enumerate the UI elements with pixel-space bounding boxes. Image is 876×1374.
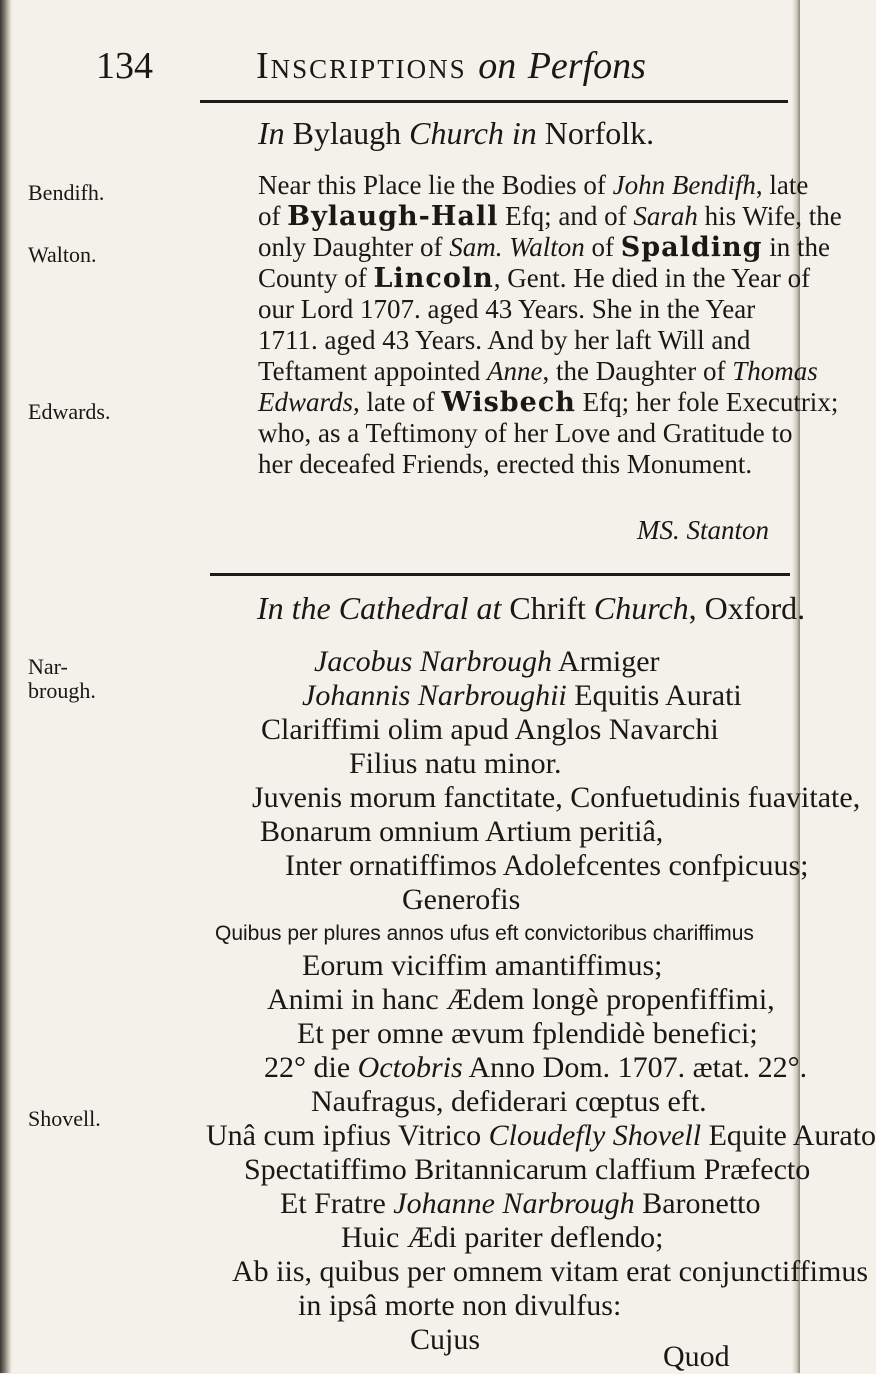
latin-line: Animi in hanc Ædem longè propenfiffimi,: [267, 983, 775, 1016]
section2-heading: [257, 590, 805, 627]
margin-note-bendish: Bendifh.: [28, 180, 105, 205]
page-number: 134: [96, 45, 153, 87]
title-on: on: [478, 45, 517, 87]
latin-line: Et Fratre Johanne Narbrough Baronetto: [280, 1187, 761, 1220]
running-header: [96, 44, 786, 94]
margin-note-shovell: Shovell.: [28, 1106, 101, 1131]
latin-line: in ipsâ morte non divulfus:: [298, 1289, 622, 1322]
inscription-line: who, as a Teftimony of her Love and Gratitude to: [258, 418, 793, 448]
section-rule: [210, 573, 790, 576]
inscription-line: only Daughter of Sam. Walton of Spalding in the: [258, 232, 830, 263]
binding-edge: [0, 0, 12, 1373]
latin-line: Cujus: [410, 1323, 481, 1356]
title-persons: Perfons: [527, 45, 646, 87]
inscription-line: County of Lincoln, Gent. He died in the Year of: [258, 263, 811, 294]
section1-heading: [258, 115, 654, 152]
margin-brough: brough.: [28, 678, 96, 703]
heading-church: Church: [593, 590, 689, 626]
latin-line: 22° die Octobris Anno Dom. 1707. ætat. 22°.: [264, 1051, 808, 1084]
heading-pre: In: [258, 115, 285, 151]
heading-pre: In the Cathedral at: [257, 590, 502, 626]
latin-line: Johannis Narbroughii Equitis Aurati: [302, 679, 742, 712]
latin-line: Et per omne ævum fplendidè benefici;: [297, 1017, 758, 1050]
latin-line: Unâ cum ipfius Vitrico Cloudefly Shovell Equite Aurato: [206, 1119, 876, 1152]
latin-line: Quibus per plures annos ufus eft convictoribus chariffimus: [215, 922, 754, 945]
latin-line: Bonarum omnium Artium peritiâ,: [260, 815, 664, 848]
margin-nar: Nar-: [28, 654, 68, 679]
inscription-line: Teftament appointed Anne, the Daughter of Thomas: [258, 356, 818, 386]
latin-line: Huic Ædi pariter deflendo;: [341, 1221, 664, 1254]
heading-county: Norfolk.: [544, 115, 655, 151]
margin-note-narbrough: [28, 655, 96, 703]
heading-oxford: , Oxford.: [688, 590, 806, 626]
margin-note-walton: Walton.: [28, 242, 97, 267]
inscription-line: of Bylaugh-Hall Efq; and of Sarah his Wife, the: [258, 201, 842, 232]
latin-line: Ab iis, quibus per omnem vitam erat conjunctiffimus: [232, 1255, 869, 1288]
margin-note-edwards: Edwards.: [28, 399, 111, 424]
title-main: Inscriptions: [256, 45, 467, 87]
inscription-line: our Lord 1707. aged 43 Years. She in the Year: [258, 294, 756, 324]
latin-line: Naufragus, defiderari cœptus eft.: [311, 1085, 707, 1118]
inscription-line: Near this Place lie the Bodies of John Bendifh, late: [258, 170, 809, 200]
inscription-line: Edwards, late of Wisbech Efq; her fole Executrix;: [258, 387, 839, 418]
inscription-line: her deceafed Friends, erected this Monument.: [258, 449, 753, 479]
heading-place: Bylaugh: [292, 115, 402, 151]
latin-line: Juvenis morum fanctitate, Confuetudinis fuavitate,: [252, 781, 861, 814]
heading-post: Church in: [409, 115, 537, 151]
latin-line: Filius natu minor.: [349, 747, 562, 780]
latin-line: Clariffimi olim apud Anglos Navarchi: [261, 713, 719, 746]
latin-line: Spectatiffimo Britannicarum claffium Præfecto: [244, 1153, 811, 1186]
latin-line: Inter ornatiffimos Adolefcentes confpicuus;: [285, 849, 809, 882]
latin-line: Eorum viciffim amantiffimus;: [302, 949, 663, 982]
latin-line: Generofis: [402, 883, 521, 916]
latin-line: Jacobus Narbrough Armiger: [314, 645, 660, 678]
running-title: [256, 44, 646, 88]
source-note: MS. Stanton: [637, 515, 769, 545]
catchword: Quod: [663, 1340, 730, 1373]
heading-christ: Chrift: [509, 590, 586, 626]
inscription-line: 1711. aged 43 Years. And by her laft Will and: [258, 325, 751, 355]
header-rule: [200, 100, 788, 103]
